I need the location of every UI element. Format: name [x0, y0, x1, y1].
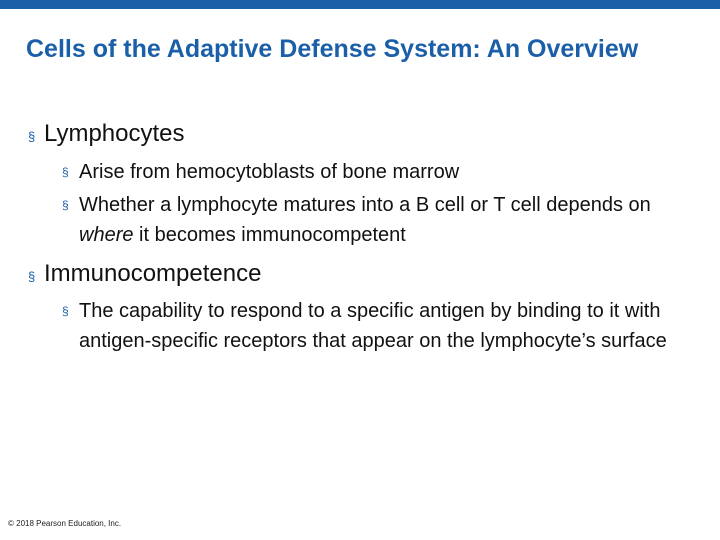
- section-sign-icon: §: [62, 304, 69, 318]
- subbullet-text: [79, 190, 662, 250]
- top-accent-bar: [0, 0, 720, 9]
- bullet-lymphocytes: [28, 120, 185, 151]
- section-sign-icon: §: [62, 165, 69, 179]
- subbullet-definition: [62, 296, 672, 356]
- subbullet-origin: [62, 157, 682, 187]
- text-run: it becomes immunocompetent: [133, 224, 406, 246]
- subbullet-text: Arise from hemocytoblasts of bone marrow: [79, 161, 460, 183]
- slide-title: Cells of the Adaptive Defense System: An Overview: [26, 35, 639, 63]
- emphasis-text: where: [79, 224, 134, 246]
- subbullet-text: The capability to respond to a specific antigen by binding to it with antigen-specific receptors that appear on the lymphocyte’s surface: [79, 300, 667, 352]
- section-sign-icon: §: [62, 198, 69, 212]
- bullet-text: Immunocompetence: [44, 260, 262, 287]
- text-run: Whether a lymphocyte matures into a B cell or T cell depends on: [79, 194, 651, 216]
- section-sign-icon: §: [28, 129, 36, 144]
- bullet-immunocompetence: [28, 260, 261, 291]
- section-sign-icon: §: [28, 269, 36, 284]
- copyright-footer: © 2018 Pearson Education, Inc.: [8, 519, 122, 528]
- subbullet-maturation: [62, 190, 662, 250]
- bullet-text: Lymphocytes: [44, 120, 185, 147]
